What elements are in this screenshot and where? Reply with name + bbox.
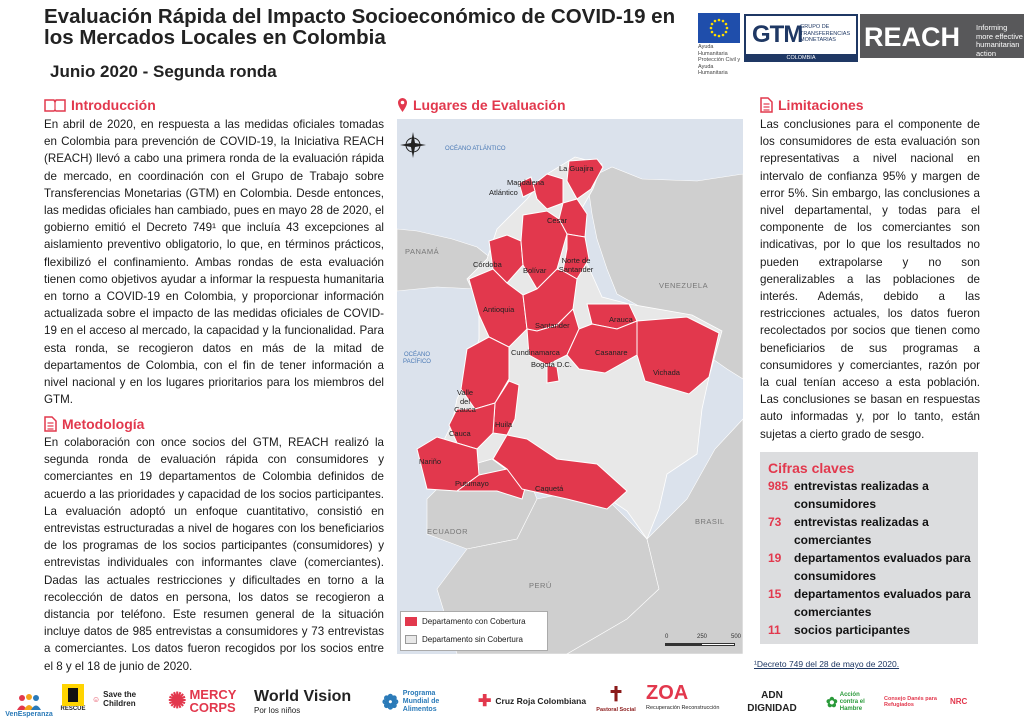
legend-not-covered (401, 630, 547, 648)
dept-label: La Guajira (559, 164, 594, 173)
partner-logo-pastoral-social (594, 682, 638, 718)
partner-name: NRC (950, 696, 968, 706)
partner-subtitle: Por los niños (254, 706, 301, 715)
gtm-logo (744, 14, 858, 58)
dept-label: Córdoba (473, 260, 502, 269)
eu-logo-text: Ayuda Humanitaria Protección Civil y Ayuda Humanitaria (698, 44, 741, 76)
compass-rose (400, 132, 426, 158)
dept-label: Vichada (653, 368, 680, 377)
country-ecuador-label: ECUADOR (427, 527, 469, 536)
dept-label: Huila (495, 420, 513, 429)
page-subtitle: Junio 2020 - Segunda ronda (50, 62, 277, 81)
legend-not-covered-label: Departamento sin Cobertura (422, 634, 523, 644)
country-brasil-label: BRASIL (695, 517, 725, 526)
partner-logo-rescue (60, 684, 86, 718)
document-icon (44, 416, 57, 432)
dept-label: Nariño (419, 457, 442, 466)
dept-label: Norte de Santander (558, 256, 594, 274)
dept-label: Caquetá (535, 484, 564, 493)
partner-logo-nrc (950, 692, 978, 710)
partner-name: VenEsperanza (5, 711, 53, 718)
key-figure-value: 11 (768, 623, 781, 637)
partner-name: World Vision (254, 688, 352, 705)
partner-logo-adn-dignidad (736, 688, 808, 716)
dept-label: Cundinamarca (511, 348, 560, 357)
book-icon (44, 98, 66, 112)
dept-label: Casanare (595, 348, 628, 357)
method-heading (44, 416, 144, 432)
partner-name: Acción contra el Hambre (839, 691, 865, 712)
partner-logo-zoa (646, 682, 722, 718)
partner-name: ADN DIGNIDAD (747, 690, 797, 714)
pastoral-social-icon: ✝ (607, 684, 625, 706)
map-heading-text: Lugares de Evaluación (413, 97, 566, 113)
ocean-atlantic-label: OCÉANO ATLÁNTICO (445, 146, 506, 152)
key-figure-label: entrevistas realizadas a comerciantes (794, 515, 929, 547)
scale-max: 500 (731, 634, 742, 640)
key-figures-heading: Cifras claves (768, 460, 855, 476)
partner-name: RESCUE (60, 706, 86, 712)
dept-label: Bogotá D.C. (531, 360, 572, 369)
key-figure-label: socios participantes (794, 623, 911, 637)
save-children-icon: ☺ (92, 694, 101, 704)
key-figure-value: 19 (768, 551, 782, 565)
intro-heading-text: Introducción (71, 97, 156, 113)
partner-logo-wfp (382, 686, 476, 718)
footnote-link[interactable]: ¹Decreto 749 del 28 de mayo de 2020. (754, 659, 900, 669)
limits-heading-text: Limitaciones (778, 97, 864, 113)
key-figure-item (768, 586, 974, 622)
page-title: Evaluación Rápida del Impacto Socioeconómico de COVID-19 en los Mercados Locales en Colombia (44, 5, 676, 49)
partner-name: MERCY CORPS (189, 687, 237, 715)
key-figure-item (768, 514, 974, 550)
map-graphic (397, 119, 743, 654)
partner-logo-venesperanza (4, 684, 54, 718)
accion-contra-hambre-icon: ✿ (826, 693, 838, 710)
legend-swatch-covered (405, 617, 417, 626)
dept-label: Valle del Cauca (454, 388, 476, 414)
map-legend (400, 611, 548, 651)
key-figure-label: entrevistas realizadas a consumidores (794, 479, 929, 511)
intro-paragraph: En abril de 2020, en respuesta a las medidas oficiales tomadas en Colombia para prevención de COVID-19, la Iniciativa REACH (REACH) llevó a cabo una primera ronda de la evaluación rápida de mercado, en coordinación con el Grupo de Trabajo sobre Transferencias Monetarias (GTM) en Colombia. Desde entonces, las medidas oficiales han cambiado, pues en mayo 28 de 2020, el gobierno emitió el Decreto 749¹ que incluía 43 excepciones al aislamiento preventivo obligatorio, lo que, en términos prácticos, flexibilizó el confinamiento. Ambas rondas de esta evaluación tienen como objetivos ayudar a informar la respuesta humanitaria en torno a COVID-19 en Colombia, y proporcionar información actualizada sobre el impacto de las medidas oficiales de COVID-19 en el acceso al mercado, la capacidad y la funcionalidad. Para esta ronda, se recogieron datos en más de la mitad de departamentos de Colombia, con el fin de tener información a nivel nacional y en los lugares prioritarios para los miembros del GTM. (44, 118, 384, 407)
key-figure-item (768, 478, 974, 514)
dept-label: Cauca (449, 429, 471, 438)
document-icon (760, 97, 773, 113)
dept-label: Putumayo (455, 479, 489, 488)
country-venezuela-label: VENEZUELA (659, 281, 709, 290)
intro-heading (44, 97, 156, 113)
people-icon (14, 693, 44, 711)
legend-covered-label: Departamento con Cobertura (422, 616, 526, 626)
partner-name: Cruz Roja Colombiana (495, 696, 587, 706)
partner-name: Pastoral Social (596, 707, 636, 713)
scale-mid: 250 (697, 634, 708, 640)
dept-label: Antioquia (483, 305, 515, 314)
partner-logo-drc (884, 686, 940, 718)
gtm-logo-subtitle: GRUPO DE TRANSFERENCIAS MONETARIAS (800, 24, 851, 43)
dept-label: Bolívar (523, 266, 547, 275)
legend-covered (401, 612, 547, 630)
key-figure-label: departamentos evaluados para consumidores (794, 551, 971, 583)
key-figure-value: 985 (768, 479, 789, 493)
map-heading (397, 97, 566, 113)
map-pin-icon (397, 97, 408, 113)
reach-logo-title: REACH (864, 22, 961, 52)
partner-name: Save the Children (103, 690, 137, 708)
key-figure-value: 15 (768, 587, 782, 601)
dept-label: Arauca (609, 315, 633, 324)
key-figure-value: 73 (768, 515, 782, 529)
gtm-logo-title: GTM (752, 21, 803, 48)
partner-logo-accion-contra-el-hambre (826, 686, 876, 718)
ocean-pacific-label: OCÉANO PACÍFICO (403, 352, 431, 365)
country-peru-label: PERÚ (529, 581, 552, 590)
gtm-country-bar: COLOMBIA (744, 54, 858, 62)
country-panama-label: PANAMÁ (405, 247, 440, 256)
reach-logo (860, 14, 1024, 58)
key-figure-item (768, 550, 974, 586)
dept-label: Magdalena (507, 178, 545, 187)
eu-flag-logo (698, 13, 740, 43)
limits-heading (760, 97, 864, 113)
key-figure-label: departamentos evaluados para comerciantes (794, 587, 971, 619)
limits-paragraph: Las conclusiones para el componente de los consumidores de esta evaluación son representativas a nivel nacional en intervalo de confianza 95% y margen de error 5%. Sin embargo, las conclusiones a nivel departamental, y todas para el componente de los comerciantes son indicativas, por lo que los resultados no pueden extrapolarse y no son generalizables a las poblaciones de interés. Además, debido a las restricciones actuales, los datos fueron recolectados por socios que tienen como beneficiarios de sus programas a consumidores y comerciantes, razón por la cual tenían acceso a esta población. Las conclusiones se basan en respuestas auto informadas y, por lo tanto, están sujetas a cierto grado de sesgo. (760, 118, 980, 441)
partner-logo-world-vision (254, 688, 374, 718)
partner-name: Programa Mundial de Alimentos (402, 690, 440, 713)
method-heading-text: Metodología (62, 416, 145, 432)
key-figures-box (760, 452, 978, 644)
dept-label: Cesar (547, 216, 568, 225)
red-cross-icon: ✚ (478, 693, 492, 710)
partner-logo-save-the-children (92, 690, 162, 708)
partner-logo-cruz-roja (478, 692, 590, 710)
partner-logo-mercy-corps (168, 684, 250, 718)
scale-zero: 0 (665, 634, 669, 640)
dept-label: Santander (535, 321, 570, 330)
partner-name: Consejo Danés para Refugiados (884, 695, 937, 708)
un-wreath-icon: ❁ (382, 691, 399, 714)
method-paragraph: En colaboración con once socios del GTM, REACH realizó la segunda ronda de evaluación rápida con consumidores y comerciantes en 19 departamentos de Colombia definidos de acuerdo a las prioridades y capacidad de los socios participantes. La evaluación adoptó un enfoque cuantitativo, consistió en entrevistas estructuradas a nivel de hogares con los beneficiarios de los programas de los socios participantes (consumidores) y entrevistas individuales con informantes clave (comerciantes). Dadas las actuales restricciones y dificultades en torno a la recolección de datos en persona, los datos se recogieron a distancia por teléfono. Este resumen general de la situación incluye datos de 985 entrevistas a consumidores y 73 entrevistas a comerciantes. Los datos fueron recogidos por los socios entre el 8 y el 18 de junio de 2020. (44, 436, 384, 673)
dept-label: Atlántico (489, 188, 518, 197)
legend-swatch-not-covered (405, 635, 417, 644)
partner-name: ZOA (646, 682, 689, 704)
rescue-mark-icon (62, 684, 84, 706)
reach-tagline: Informing more effective humanitarian action (976, 23, 1023, 58)
partner-subtitle: Recuperación Reconstrucción (646, 705, 720, 711)
mercy-corps-swirl-icon: ✺ (168, 688, 187, 713)
key-figure-item (768, 622, 974, 640)
map-scale-bar (665, 634, 741, 650)
assessment-map (397, 119, 743, 654)
